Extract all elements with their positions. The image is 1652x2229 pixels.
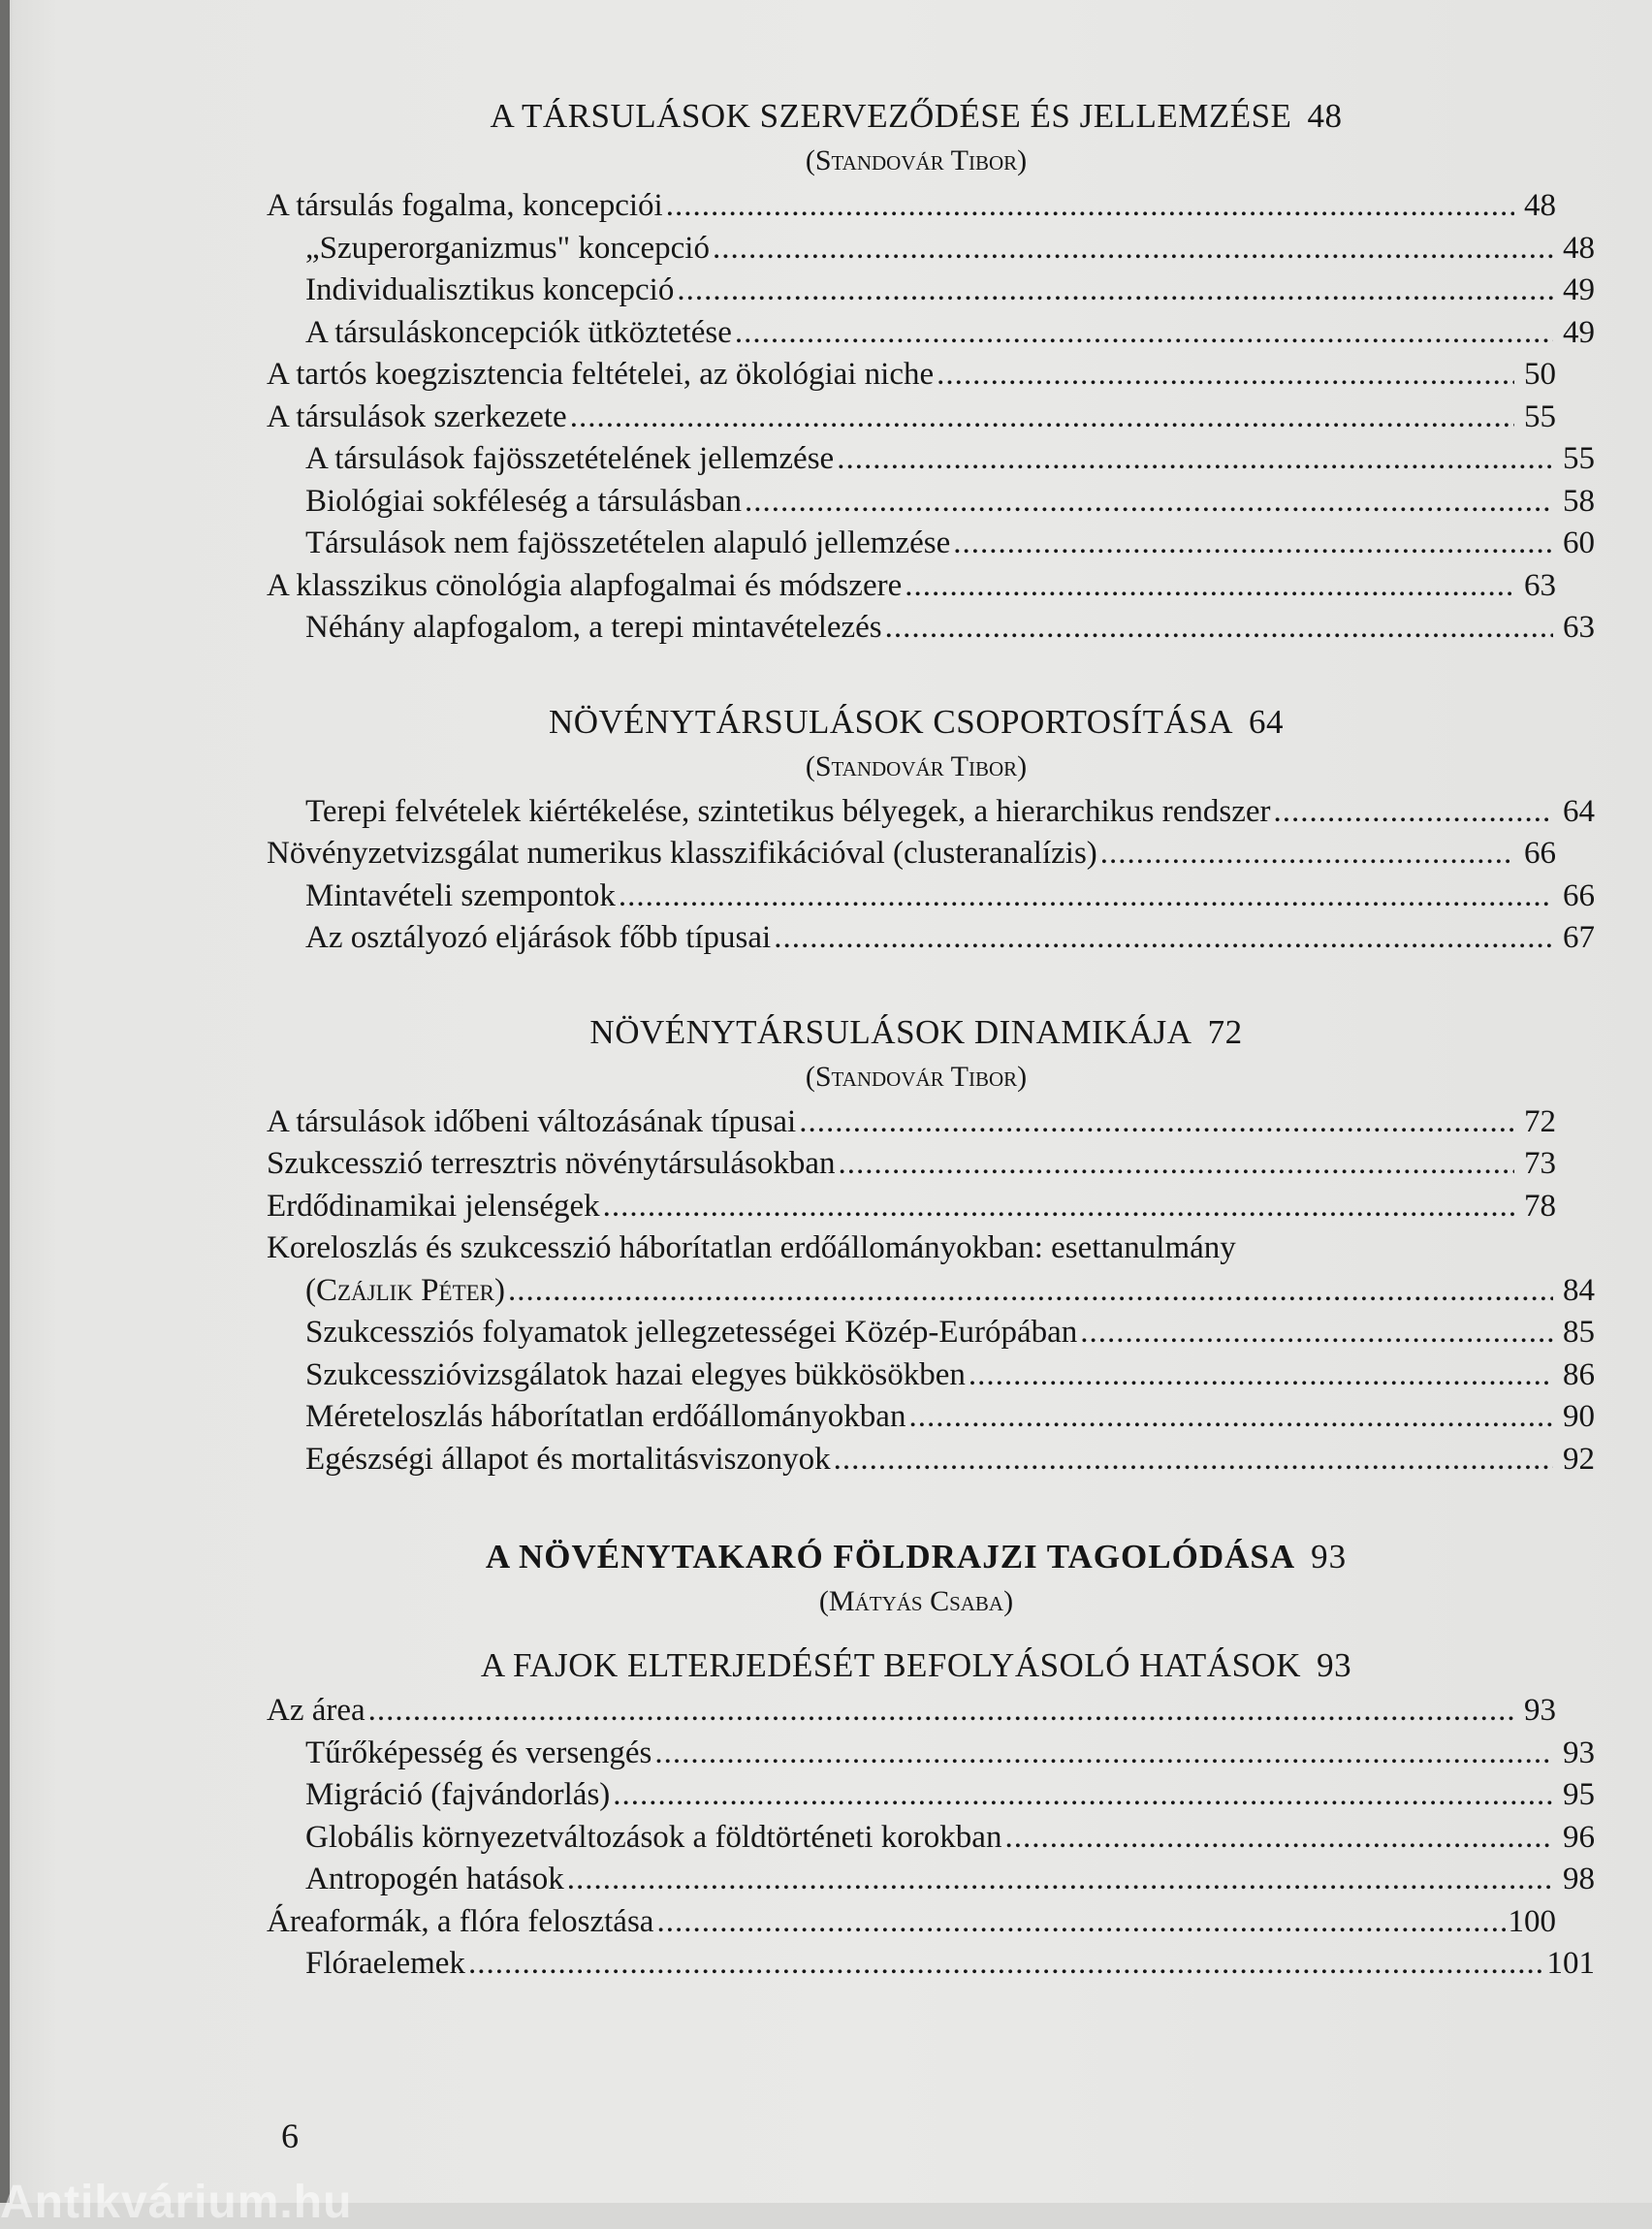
toc-entry: Az osztályozó eljárások főbb típusai ..... 67 xyxy=(267,917,1595,960)
toc-section xyxy=(267,698,1595,960)
binding-gutter xyxy=(0,0,10,2203)
toc-entry: Növényzetvizsgálat numerikus klasszifikációval (clusteranalízis) ..... 66 xyxy=(267,833,1556,876)
toc-section xyxy=(267,92,1595,650)
toc-section xyxy=(267,1008,1595,1481)
toc-entry: A társuláskoncepciók ütköztetése ..... 49 xyxy=(267,312,1595,355)
toc-entry: Koreloszlás és szukcesszió háborítatlan erdőállományokban: esettanulmány xyxy=(267,1230,1236,1265)
table-of-contents xyxy=(267,92,1595,1986)
page-number: 6 xyxy=(281,2117,299,2155)
toc-entry: Szukcesszió terresztris növénytársulásokban ..... 73 xyxy=(267,1143,1556,1186)
section-author: (Standovár Tibor) xyxy=(805,1060,1028,1093)
toc-entry: Flóraelemek ..... 101 xyxy=(267,1943,1595,1986)
toc-entry: Tűrőképesség és versengés ..... 93 xyxy=(267,1733,1595,1775)
section-page-number: 72 xyxy=(1207,1012,1243,1051)
watermark: Antikvárium.hu xyxy=(0,2177,353,2228)
section-page-number: 93 xyxy=(1317,1646,1352,1684)
toc-part xyxy=(267,1533,1566,1622)
toc-entry: „Szuperorganizmus" koncepció ..... 48 xyxy=(267,228,1595,271)
toc-entry: Erdődinamikai jelenségek ..... 78 xyxy=(267,1186,1556,1228)
toc-entry: A társulások fajösszetételének jellemzése ..... 55 xyxy=(267,438,1595,481)
toc-entry: Áreaformák, a flóra felosztása ..... 100 xyxy=(267,1901,1556,1944)
toc-entry: Szukcessziós folyamatok jellegzetességei Közép-Európában ..... 85 xyxy=(267,1312,1595,1354)
toc-entry: Egészségi állapot és mortalitásviszonyok ..... 92 xyxy=(267,1439,1595,1481)
section-title: A TÁRSULÁSOK SZERVEZŐDÉSE ÉS JELLEMZÉSE 48 xyxy=(490,97,1343,135)
part-page-number: 93 xyxy=(1311,1538,1348,1576)
section-title: A FAJOK ELTERJEDÉSÉT BEFOLYÁSOLÓ HATÁSOK 93 xyxy=(480,1646,1352,1684)
section-title: NÖVÉNYTÁRSULÁSOK CSOPORTOSÍTÁSA 64 xyxy=(548,702,1285,741)
section-author: (Standovár Tibor) xyxy=(805,144,1028,176)
section-title: NÖVÉNYTÁRSULÁSOK DINAMIKÁJA 72 xyxy=(589,1012,1243,1051)
toc-entry: A társulások időbeni változásának típusai ..... 72 xyxy=(267,1101,1556,1144)
toc-entry: Szukcesszióvizsgálatok hazai elegyes bükkösökben ..... 86 xyxy=(267,1354,1595,1397)
toc-entry: Globális környezetváltozások a földtörténeti korokban ..... 96 xyxy=(267,1817,1595,1860)
toc-entry: Mintavételi szempontok ..... 66 xyxy=(267,876,1595,918)
toc-section xyxy=(267,1641,1595,1986)
toc-entry: Néhány alapfogalom, a terepi mintavételezés ..... 63 xyxy=(267,607,1595,650)
toc-entry: Antropogén hatások ..... 98 xyxy=(267,1859,1595,1901)
toc-entry: Individualisztikus koncepció ..... 49 xyxy=(267,270,1595,312)
section-page-number: 64 xyxy=(1249,702,1285,741)
toc-entry: Az área ..... 93 xyxy=(267,1690,1556,1733)
toc-entry: Biológiai sokféleség a társulásban ..... 58 xyxy=(267,481,1595,524)
toc-entry: A tartós koegzisztencia feltételei, az ökológiai niche ..... 50 xyxy=(267,354,1556,397)
toc-entry: Méreteloszlás háborítatlan erdőállományokban ..... 90 xyxy=(267,1396,1595,1439)
toc-entry: Társulások nem fajösszetételen alapuló jellemzése ..... 60 xyxy=(267,523,1595,565)
toc-entry: A társulás fogalma, koncepciói ..... 48 xyxy=(267,185,1556,228)
toc-entry: A klasszikus cönológia alapfogalmai és módszere ..... 63 xyxy=(267,565,1556,608)
toc-entry: Migráció (fajvándorlás) ..... 95 xyxy=(267,1774,1595,1817)
toc-entry: A társulások szerkezete ..... 55 xyxy=(267,397,1556,439)
part-title: A NÖVÉNYTAKARÓ FÖLDRAJZI TAGOLÓDÁSA 93 xyxy=(485,1538,1348,1576)
part-author: (Mátyás Csaba) xyxy=(818,1585,1014,1617)
section-page-number: 48 xyxy=(1307,97,1343,135)
toc-entry: (Czájlik Péter) ..... 84 xyxy=(267,1270,1595,1313)
section-author: (Standovár Tibor) xyxy=(805,749,1028,782)
toc-entry: Terepi felvételek kiértékelése, szintetikus bélyegek, a hierarchikus rendszer ..... 64 xyxy=(267,791,1595,834)
